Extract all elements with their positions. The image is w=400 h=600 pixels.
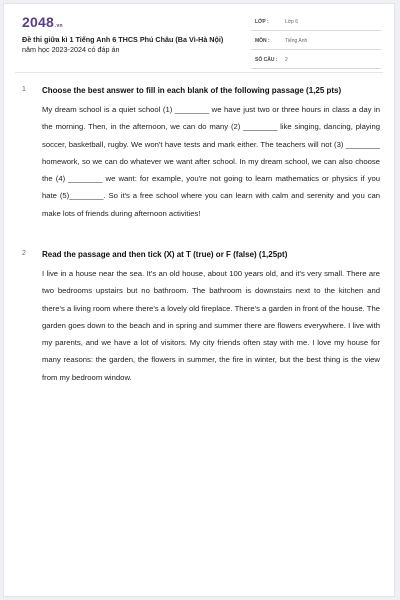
meta-class-value: Lớp 6 xyxy=(285,19,299,25)
question-number: 1 xyxy=(22,86,26,93)
question-title: Choose the best answer to fill in each blank of the following passage (1,25 pts) xyxy=(42,86,342,95)
document-page xyxy=(3,3,395,597)
exam-title-year: năm học 2023-2024 có đáp án xyxy=(22,45,120,54)
exam-title-main: Đề thi giữa kì 1 Tiếng Anh 6 THCS Phú Châu (Ba Vì-Hà Nội) xyxy=(22,35,224,44)
header-divider xyxy=(15,72,383,73)
meta-subject-row xyxy=(251,34,381,50)
meta-subject-value: Tiếng Anh xyxy=(285,38,308,44)
exam-meta xyxy=(251,15,381,72)
meta-count-row xyxy=(251,53,381,69)
logo-suffix: .vn xyxy=(54,23,63,29)
meta-class-label: LỚP : xyxy=(255,19,269,25)
site-logo[interactable] xyxy=(22,14,63,30)
logo-text: 2048 xyxy=(22,14,54,30)
question-passage: My dream school is a quiet school (1) ________ we have just two or three hours in class a day in the morning. Then, in the afternoon, we can do many (2) ________ like singing, dancing, playing soccer, basketball, rugby. We won't have tests and mark either. The teachers will not (3) ________ homework, so we can do whatever we want after school. In my dream school, we can also choose the (4) ________ we want: for example, you're not going to learn mathematics or physics if you hate (5)________. So it's a free school where you can learn with calm and serenity and you can make lots of friends during afternoon activities! xyxy=(42,105,380,218)
question-title: Read the passage and then tick (X) at T (true) or F (false) (1,25pt) xyxy=(42,250,288,259)
meta-subject-label: MÔN : xyxy=(255,38,270,44)
meta-class-row xyxy=(251,15,381,31)
document-header xyxy=(4,4,394,72)
exam-title xyxy=(22,35,257,55)
meta-count-label: SỐ CÂU : xyxy=(255,57,278,63)
meta-count-value: 2 xyxy=(285,57,288,63)
question-passage: I live in a house near the sea. It's an old house, about 100 years old, and it's very small. There are two bedrooms upstairs but no bathroom. The bathroom is downstairs next to the kitchen and there's a living room where there's a lovely old fireplace. There's a garden in front of the house. The garden goes down to the beach and in spring and summer there are flowers everywhere. I live with my parents, and we have a lot of visitors. My city friends often stay with me. I love my house for many reasons: the garden, the flowers in summer, the fire in winter, but the best thing is the view from my bedroom window. xyxy=(42,269,380,382)
question-number: 2 xyxy=(22,250,26,257)
question-2 xyxy=(22,250,380,400)
question-1 xyxy=(22,86,380,236)
